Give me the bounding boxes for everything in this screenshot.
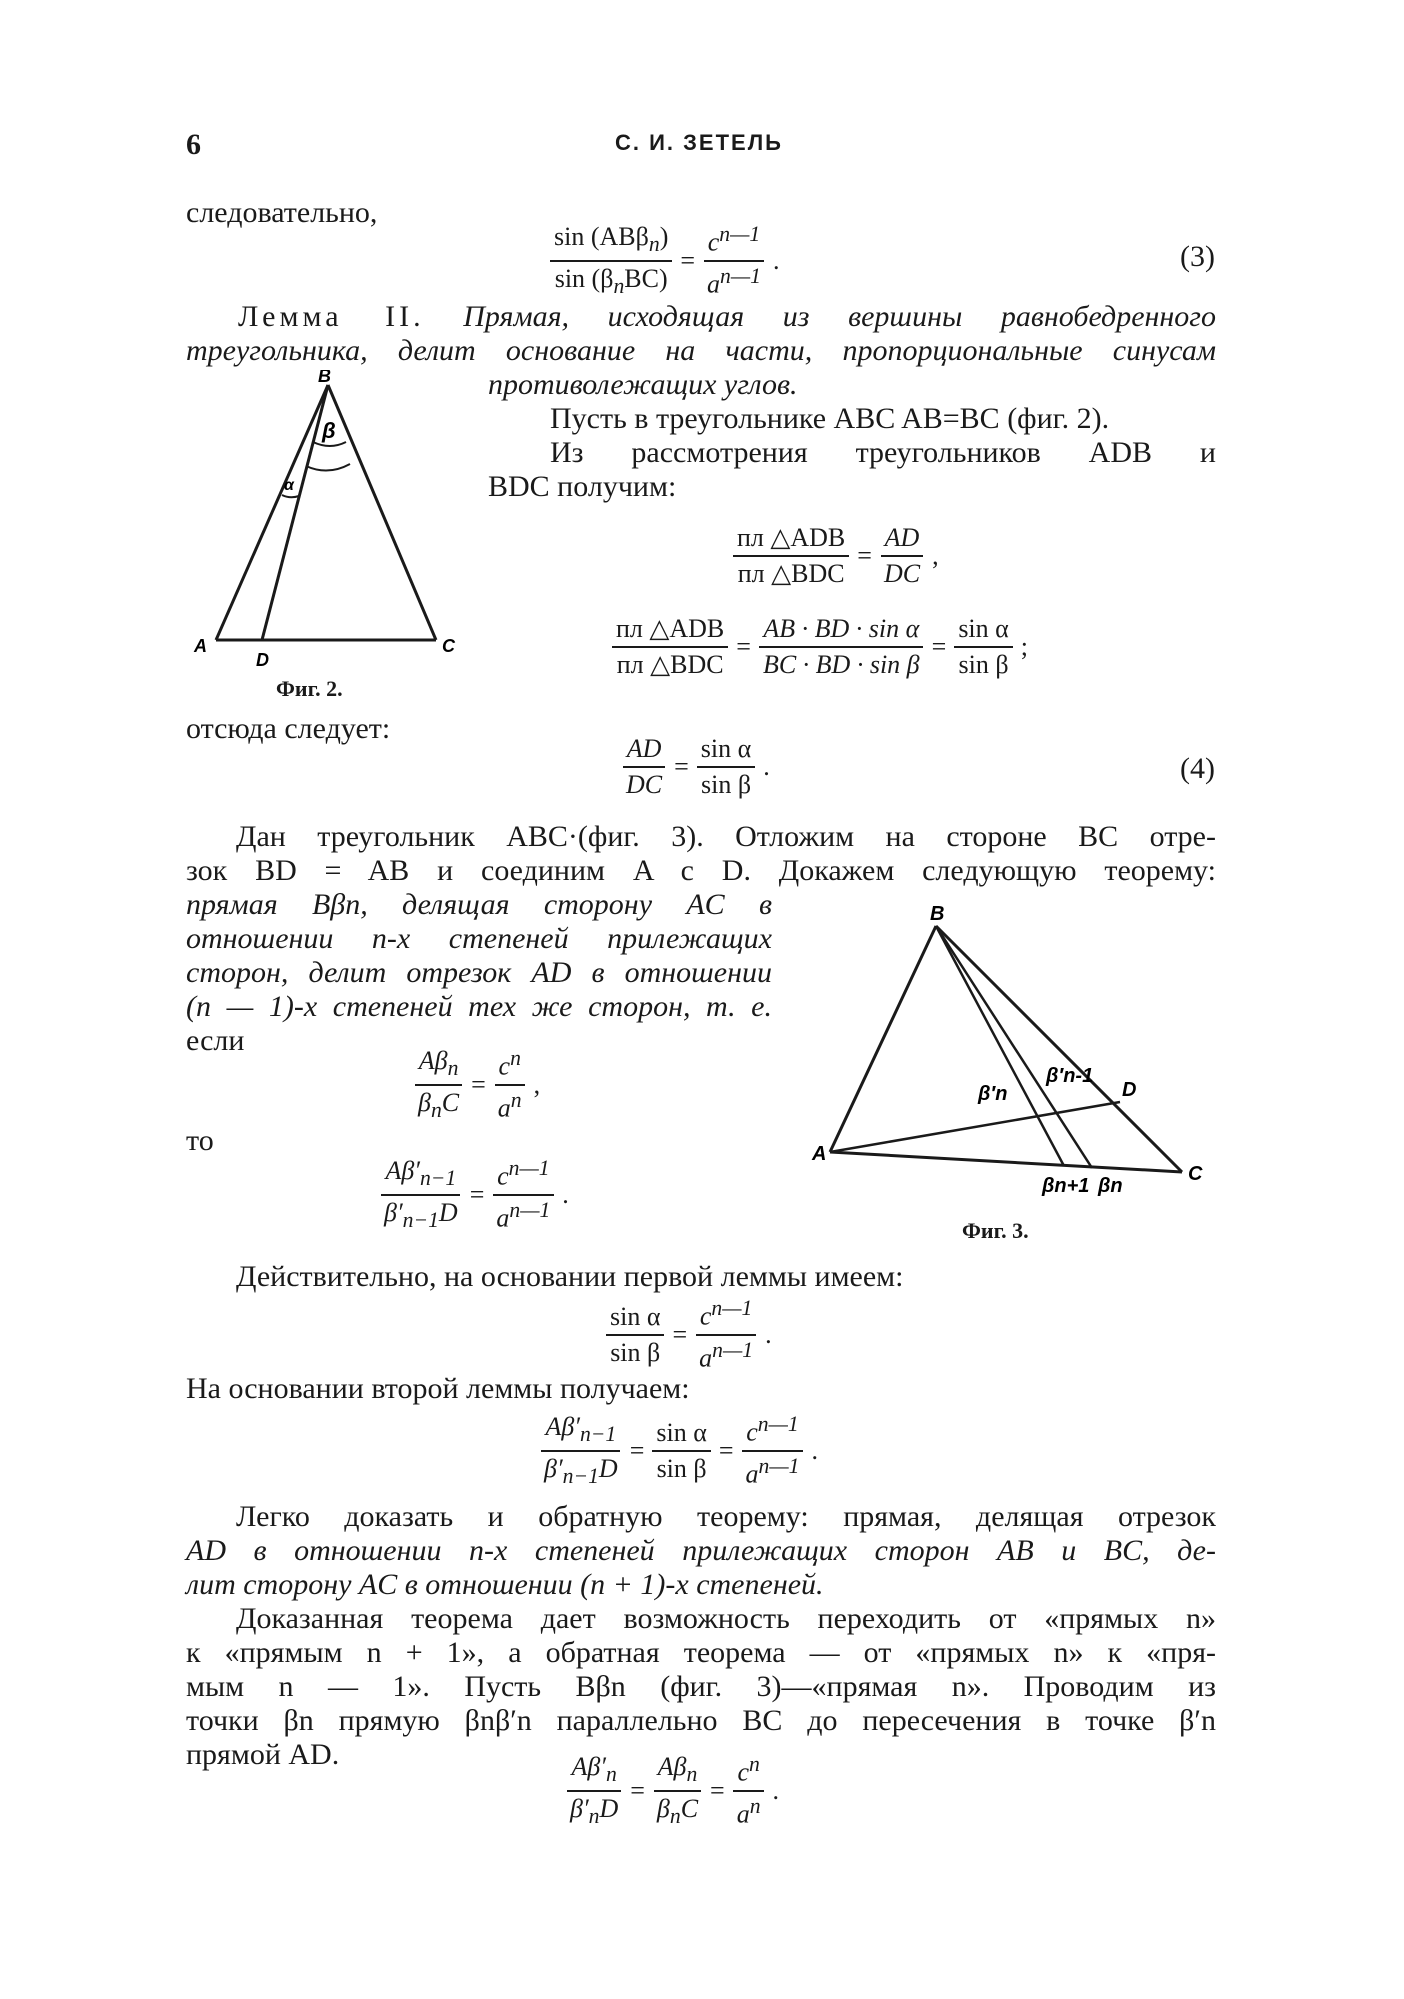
fig2-alpha-arc (282, 495, 299, 497)
final-line3: мым n — 1». Пусть Bβn (фиг. 3)—«прямая n». Проводим из (186, 1670, 1216, 1703)
theorem-italic-2: отношении n-х степеней прилежащих (186, 922, 772, 955)
fig3-label-beta-n-prime: β′n (978, 1083, 1008, 1105)
equation-4: $\frac{AD}{DC}$ = $\frac{\text{sin α}}{\text{sin β}}$ . (622, 734, 770, 800)
running-title: С. И. ЗЕТЕЛЬ (615, 130, 783, 155)
fig3-label-a: A (812, 1143, 827, 1165)
lemma2-p2b: BDC получим: (488, 470, 677, 503)
final-line1: Доказанная теорема дает возможность переходить от «прямых n» (236, 1602, 1216, 1635)
equation-area-ratio: $\frac{\text{пл △ADB}}{\text{пл △BDC}}$ = $\frac{AD}{DC}$ , (733, 523, 939, 589)
lemma2-line3: противолежащих углов. (488, 368, 798, 401)
final-line5: прямой AD. (186, 1738, 340, 1771)
figure-3 (810, 890, 1210, 1220)
fig2-label-beta: β (322, 418, 336, 443)
lemma2-line1: Лемма II. Прямая, исходящая из вершины равнобедренного (238, 300, 1217, 333)
fig3-side-bc (936, 926, 1182, 1172)
fig2-label-b: B (318, 370, 331, 386)
final-line4: точки βn прямую βnβ′n параллельно BC до пересечения в точке β′n (186, 1704, 1216, 1737)
fig2-label-a: A (194, 636, 207, 656)
then-word: то (186, 1124, 214, 1157)
fig3-label-c: C (1188, 1163, 1203, 1185)
figure-2 (180, 370, 480, 680)
equation-then: $\frac{A\beta'_{n-1}}{\beta'_{n-1}D}$ = $\frac{c^{n—1}}{a^{n—1}}$ . (380, 1156, 569, 1233)
fig3-side-ab (830, 926, 936, 1152)
fig3-label-beta-n: βn (1098, 1175, 1123, 1197)
lemma2-p2a: Из рассмотрения треугольников ADB и (550, 436, 1216, 469)
hence-text: отсюда следует: (186, 712, 391, 745)
equation-lemma1: $\frac{\text{sin α}}{\text{sin β}}$ = $\frac{c^{n—1}}{a^{n—1}}$ . (606, 1296, 772, 1373)
fig3-label-beta-n1-prime: β′n-1 (1046, 1065, 1094, 1087)
equation-area-sin: $\frac{\text{пл △ADB}}{\text{пл △BDC}}$ = $\frac{\text{AB · BD · sin α}}{\text{BC · BD · sin β}}$ = $\frac{\text{sin α}}{\text{sin β}}$ ; (612, 614, 1028, 680)
theorem-italic-1: прямая Bβn, делящая сторону AC в (186, 888, 772, 921)
intro-word: следовательно, (186, 196, 378, 229)
equation-lemma2: $\frac{A\beta'_{n-1}}{\beta'_{n-1}D}$ = $\frac{\text{sin α}}{\text{sin β}}$ = $\frac{c^{n—1}}{a^{n—1}}$ . (540, 1412, 818, 1489)
proof-p2: На основании второй леммы получаем: (186, 1372, 690, 1405)
proof-p1: Действительно, на основании первой леммы имеем: (236, 1260, 904, 1293)
equation-if: $\frac{A\beta_n}{\beta_nC}$ = $\frac{c^n}{a^n}$ , (414, 1046, 540, 1123)
converse-line1: Легко доказать и обратную теорему: прямая, делящая отрезок (236, 1500, 1216, 1533)
fig2-label-c: C (442, 636, 455, 656)
converse-line3: лит сторону AC в отношении (n + 1)-х степеней. (186, 1568, 824, 1601)
equation-4-number: (4) (1180, 752, 1215, 785)
if-word: если (186, 1024, 245, 1057)
equation-final: $\frac{A\beta'_n}{\beta'_nD}$ = $\frac{A\beta_n}{\beta_nC}$ = $\frac{c^n}{a^n}$ . (566, 1752, 779, 1829)
lemma2-line2: треугольника, делит основание на части, пропорциональные синусам (186, 334, 1216, 367)
fig2-label-d: D (256, 650, 269, 670)
fig3-label-beta-n1: βn+1 (1042, 1175, 1090, 1197)
fig3-line-bn1 (936, 926, 1092, 1168)
equation-3: $\frac{\sin (AB\beta_n)}{\sin (\beta_nBC)}$ = $\frac{c^{n—1}}{a^{n—1}}$ . (550, 222, 779, 299)
converse-line2: AD в отношении n-х степеней прилежащих сторон AB и BC, де- (186, 1534, 1216, 1567)
final-line2: к «прямым n + 1», а обратная теорема — от «прямых n» к «пря- (186, 1636, 1216, 1669)
fig2-label-alpha: α (284, 477, 294, 494)
fig2-beta-arc-2 (306, 464, 350, 471)
theorem-line2: зок BD = AB и соединим A с D. Докажем следующую теорему: (186, 854, 1216, 887)
fig3-label-b: B (930, 903, 945, 925)
theorem-italic-3: сторон, делит отрезок AD в отношении (186, 956, 772, 989)
theorem-italic-4: (n — 1)-х степеней тех же сторон, т. е. (186, 990, 772, 1023)
fig3-base-ac (830, 1152, 1182, 1172)
lemma2-p1: Пусть в треугольнике ABC AB=BC (фиг. 2). (550, 402, 1110, 435)
theorem-line1: Дан треугольник ABC·(фиг. 3). Отложим на стороне BC отре- (236, 820, 1216, 853)
figure-3-caption: Фиг. 3. (962, 1218, 1029, 1243)
equation-3-number: (3) (1180, 240, 1215, 273)
fig2-side-bc (328, 385, 436, 640)
page-number: 6 (186, 128, 201, 161)
fig3-label-d: D (1122, 1079, 1137, 1101)
figure-2-caption: Фиг. 2. (276, 676, 343, 701)
